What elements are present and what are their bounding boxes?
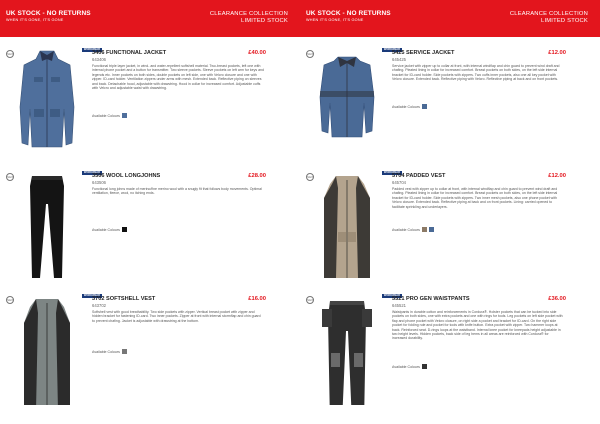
colour-swatch[interactable] [122,113,127,118]
header-right-block [510,11,588,25]
product-card[interactable] [0,165,300,290]
product-price: £28.00 [248,173,266,179]
service-jacket-image [318,47,376,159]
left-header [0,0,300,37]
product-price: £12.00 [548,50,566,56]
colour-swatch[interactable] [422,104,427,109]
product-name: 5425 SERVICE JACKET [392,50,455,56]
product-card[interactable] [300,42,600,167]
product-card[interactable] [300,288,600,413]
product-description: Service jacket with zipper up to collar at front, with internal windflap and chin guard to prevent wind draft and chafing. Pleated lining in collar for increased comfort. Breast pockets on both sides, on the left side internal bracket for ID-card holder. Side pockets with zippers. Two cuffs inner pockets, also one all key pocket with Velcro closure. Extended back. Reflective piping with Velcro. Reflective piping at back and on front pockets. [392,64,560,82]
product-price: £16.00 [248,296,266,302]
available-colours-label: Available Colours [92,113,120,118]
header-left-sub: WHEN IT'S GONE, IT'S GONE [306,18,364,22]
available-colours [92,227,127,232]
product-card[interactable] [300,165,600,290]
colour-swatch[interactable] [422,364,427,369]
waistpants-image [318,293,376,405]
product-price: £40.00 [248,50,266,56]
header-right-line1: CLEARANCE COLLECTION [209,11,288,17]
product-code: 645425 [392,57,406,62]
product-name: 3702 SOFTSHELL VEST [92,296,156,302]
header-left-title: UK STOCK - NO RETURNS [306,10,391,17]
available-colours [392,104,427,109]
colour-swatch[interactable] [122,349,127,354]
wool-longjohns-image [18,170,76,282]
product-name: 3506 WOOL LONGJOHNS [92,173,161,179]
product-card[interactable] [0,42,300,167]
brand-tag: WORKWEAR [383,48,401,51]
product-name: 5521 PRO GEN WAISTPANTS [392,296,470,302]
header-right-line2: LIMITED STOCK [541,18,588,24]
available-colours [392,227,434,232]
available-colours-label: Available Colours [392,227,420,232]
available-colours-label: Available Colours [392,104,420,109]
brand-tag: WORKWEAR [83,171,101,174]
colour-swatch[interactable] [122,227,127,232]
brand-tag: WORKWEAR [83,294,101,297]
header-right-block [210,11,288,25]
new-badge: NEW [307,175,314,179]
product-card[interactable] [0,288,300,413]
new-badge: NEW [7,52,14,56]
product-code: 645704 [392,180,406,185]
header-left-title: UK STOCK - NO RETURNS [6,10,91,17]
right-header [300,0,600,37]
product-code: 645521 [392,303,406,308]
product-price: £36.00 [548,296,566,302]
new-badge: NEW [307,52,314,56]
product-code: 643506 [92,180,106,185]
product-description: Padded vest with zipper up to collar at front, with internal windflap and chin guard to prevent wind draft and chafing. Pleated lining in collar for increased comfort. Breast pockets on both sides, on the left side internal bracket for ID-card holder. Side pockets with zippers. Two inner mesh pockets, also one phone pocket with Velcro closure. Extended back. Reflective piping at back and on front pockets. Lining: carried opened to facilitate sprinkling and underlayers. [392,187,558,209]
product-name: 3406 FUNCTIONAL JACKET [92,50,167,56]
available-colours-label: Available Colours [392,364,420,369]
product-name: 5704 PADDED VEST [392,173,446,179]
available-colours-label: Available Colours [92,227,120,232]
header-right-line2: LIMITED STOCK [241,18,288,24]
right-page [300,0,600,424]
header-left-sub: WHEN IT'S GONE, IT'S GONE [6,18,64,22]
colour-swatch[interactable] [429,227,434,232]
product-description: Softshell vest with good breathability. Two side pockets with zipper. Vertical breast pocket with zipper and hidden bracket for fastening ID-card. Two inner pockets. Zipper at front with internal stormflap and chin guard to prevent chafing. Jacket is adjustable with drawstring at the bottom. [92,310,261,323]
brand-tag: WORKWEAR [383,294,401,297]
softshell-vest-image [18,293,76,405]
padded-vest-image [318,170,376,282]
header-right-line1: CLEARANCE COLLECTION [509,11,588,17]
available-colours-label: Available Colours [92,349,120,354]
new-badge: NEW [7,175,14,179]
functional-jacket-image [18,47,76,159]
colour-swatch[interactable] [422,227,427,232]
product-code: 643702 [92,303,106,308]
new-badge: NEW [307,298,314,302]
header-left-block [6,10,91,22]
available-colours [92,113,127,118]
product-description: Waistpants in durable cotton and reinforcements in Cordura®. Holster pockets that can be tucked into side pockets on both sides, one with extra pockets and one with rings for tools. Leg pockets on left side pocket with flap and phone pocket with Velcro closure, on right side a pocket and bracket for ID-card. On the right side pocket for folding rule and pocket for tools with knife button. Extra pocket with zipper. Two hammer loops at back. Reinforced seat. D-rings loops at the waistband. Internal knee pocket for kneepads height adjustable in two height levels. Hidden pockets, back side of leg hems in all areas are reinforced with Cordura® for increased durability. [392,310,563,341]
brand-tag: WORKWEAR [83,48,101,51]
new-badge: NEW [7,298,14,302]
available-colours [392,364,427,369]
product-description: Functional long johns made of merino/fine merino wool with a snugly fit that follows body movements. Optimal ventilation, fleece, wool, no itching ends. [92,187,262,196]
product-price: £12.00 [548,173,566,179]
available-colours [92,349,127,354]
product-code: 643406 [92,57,106,62]
brand-tag: WORKWEAR [383,171,401,174]
header-left-block [306,10,391,22]
product-description: Functional triple layer jacket, in wind- and water-repellent softshell material. Two-breast pockets, left one with internal phone pocket and a button for transmitter. Two sleeve pockets. Sleeve pockets on left arm for keys and legends etc. Inner pockets on both sides, double pockets on left side, one with Velcro closure and one with zipper. ID-card holder. Ventilation zippers under arms with mesh. Extended back. Reflective piping on sleeves and back. Detachable hood, adjustable with drawstring. Hood in collar for increased comfort. Adjustable cuffs with Velcro and adjustable waist with drawstring. [92,64,264,91]
